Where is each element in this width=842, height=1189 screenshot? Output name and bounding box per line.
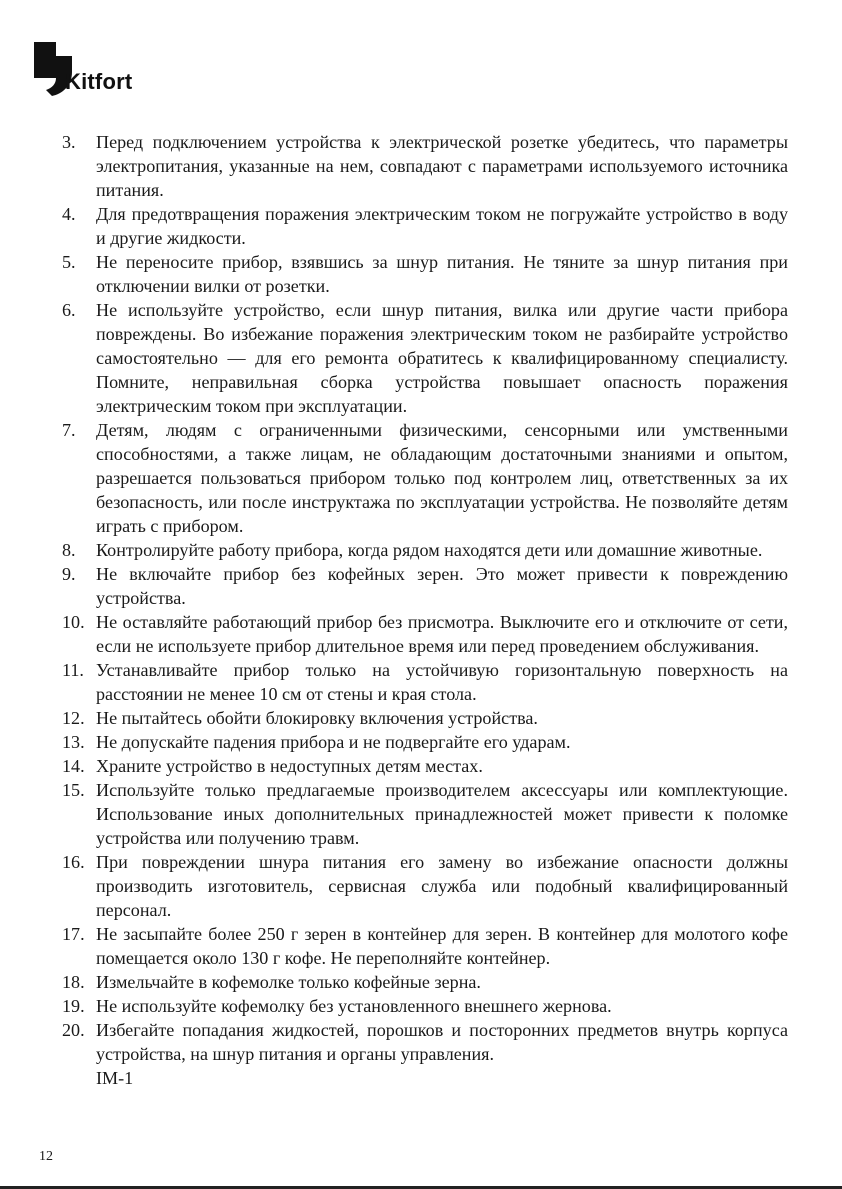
list-item (62, 850, 788, 922)
list-item (62, 538, 788, 562)
item-text: Не используйте устройство, если шнур питания, вилка или другие части прибора повреждены. Во избежание поражения электрическим током не разбирайте устройство самостоятельно — для его ремонта обратитесь к квалифицированному специалисту. Помните, неправильная сборка устройства повышает опасность поражения электрическим током при эксплуатации. (96, 300, 788, 416)
list-item (62, 250, 788, 298)
item-text: Избегайте попадания жидкостей, порошков и посторонних предметов внутрь корпуса устройства, на шнур питания и органы управления. (96, 1020, 788, 1064)
item-number: 8. (62, 540, 76, 560)
item-text: Не переносите прибор, взявшись за шнур питания. Не тяните за шнур питания при отключении вилки от розетки. (96, 252, 788, 296)
list-item (62, 202, 788, 250)
list-item (62, 754, 788, 778)
item-text: Используйте только предлагаемые производителем аксессуары или комплектующие. Использование иных дополнительных принадлежностей может привести к поломке устройства или получению травм. (96, 780, 788, 848)
list-item (62, 730, 788, 754)
item-text: Храните устройство в недоступных детям местах. (96, 756, 483, 776)
item-text: Для предотвращения поражения электрическим током не погружайте устройство в воду и другие жидкости. (96, 204, 788, 248)
item-number: 11. (62, 660, 84, 680)
list-item (62, 298, 788, 418)
item-number: 13. (62, 732, 85, 752)
model-code: IM-1 (96, 1068, 134, 1088)
list-item (62, 706, 788, 730)
item-number: 17. (62, 924, 85, 944)
item-text: Устанавливайте прибор только на устойчивую горизонтальную поверхность на расстоянии не менее 10 см от стены и края стола. (96, 660, 788, 704)
page-number: 12 (39, 1149, 53, 1164)
rules-list (62, 130, 788, 1066)
list-item (62, 418, 788, 538)
item-number: 7. (62, 420, 76, 440)
item-number: 18. (62, 972, 85, 992)
item-number: 10. (62, 612, 85, 632)
item-text: Контролируйте работу прибора, когда рядом находятся дети или домашние животные. (96, 540, 763, 560)
item-text: При повреждении шнура питания его замену во избежание опасности должны производить изготовитель, сервисная служба или подобный квалифицированный персонал. (96, 852, 788, 920)
list-item (62, 778, 788, 850)
list-item (62, 562, 788, 610)
list-item (62, 922, 788, 970)
item-number: 9. (62, 564, 76, 584)
item-number: 4. (62, 204, 76, 224)
item-number: 15. (62, 780, 85, 800)
item-number: 6. (62, 300, 76, 320)
item-text: Не используйте кофемолку без установленного внешнего жернова. (96, 996, 612, 1016)
item-number: 14. (62, 756, 85, 776)
brand-name: Kitfort (65, 69, 133, 94)
item-text: Не включайте прибор без кофейных зерен. Это может привести к повреждению устройства. (96, 564, 788, 608)
item-number: 3. (62, 132, 76, 152)
list-item (62, 610, 788, 658)
list-item (62, 1018, 788, 1066)
safety-instructions (62, 130, 788, 1090)
item-number: 19. (62, 996, 85, 1016)
item-text: Перед подключением устройства к электрической розетке убедитесь, что параметры электропитания, указанные на нем, совпадают с параметрами используемого источника питания. (96, 132, 788, 200)
item-text: Детям, людям с ограниченными физическими, сенсорными или умственными способностями, а также лицам, не обладающим достаточными знаниями и опытом, разрешается пользоваться прибором только под контролем лиц, ответственных за их безопасность, или после инструктажа по эксплуатации устройства. Не позволяйте детям играть с прибором. (96, 420, 788, 536)
list-item (62, 994, 788, 1018)
item-number: 20. (62, 1020, 85, 1040)
brand-logo (34, 42, 194, 98)
item-number: 5. (62, 252, 76, 272)
list-item (62, 658, 788, 706)
list-item (62, 130, 788, 202)
item-text: Не засыпайте более 250 г зерен в контейнер для зерен. В контейнер для молотого кофе помещается около 130 г кофе. Не переполняйте контейнер. (96, 924, 788, 968)
item-text: Не оставляйте работающий прибор без присмотра. Выключите его и отключите от сети, если не используете прибор длительное время или перед проведением обслуживания. (96, 612, 788, 656)
item-number: 12. (62, 708, 85, 728)
item-number: 16. (62, 852, 85, 872)
item-text: Не пытайтесь обойти блокировку включения устройства. (96, 708, 538, 728)
item-text: Измельчайте в кофемолке только кофейные зерна. (96, 972, 481, 992)
item-text: Не допускайте падения прибора и не подвергайте его ударам. (96, 732, 571, 752)
list-item (62, 970, 788, 994)
